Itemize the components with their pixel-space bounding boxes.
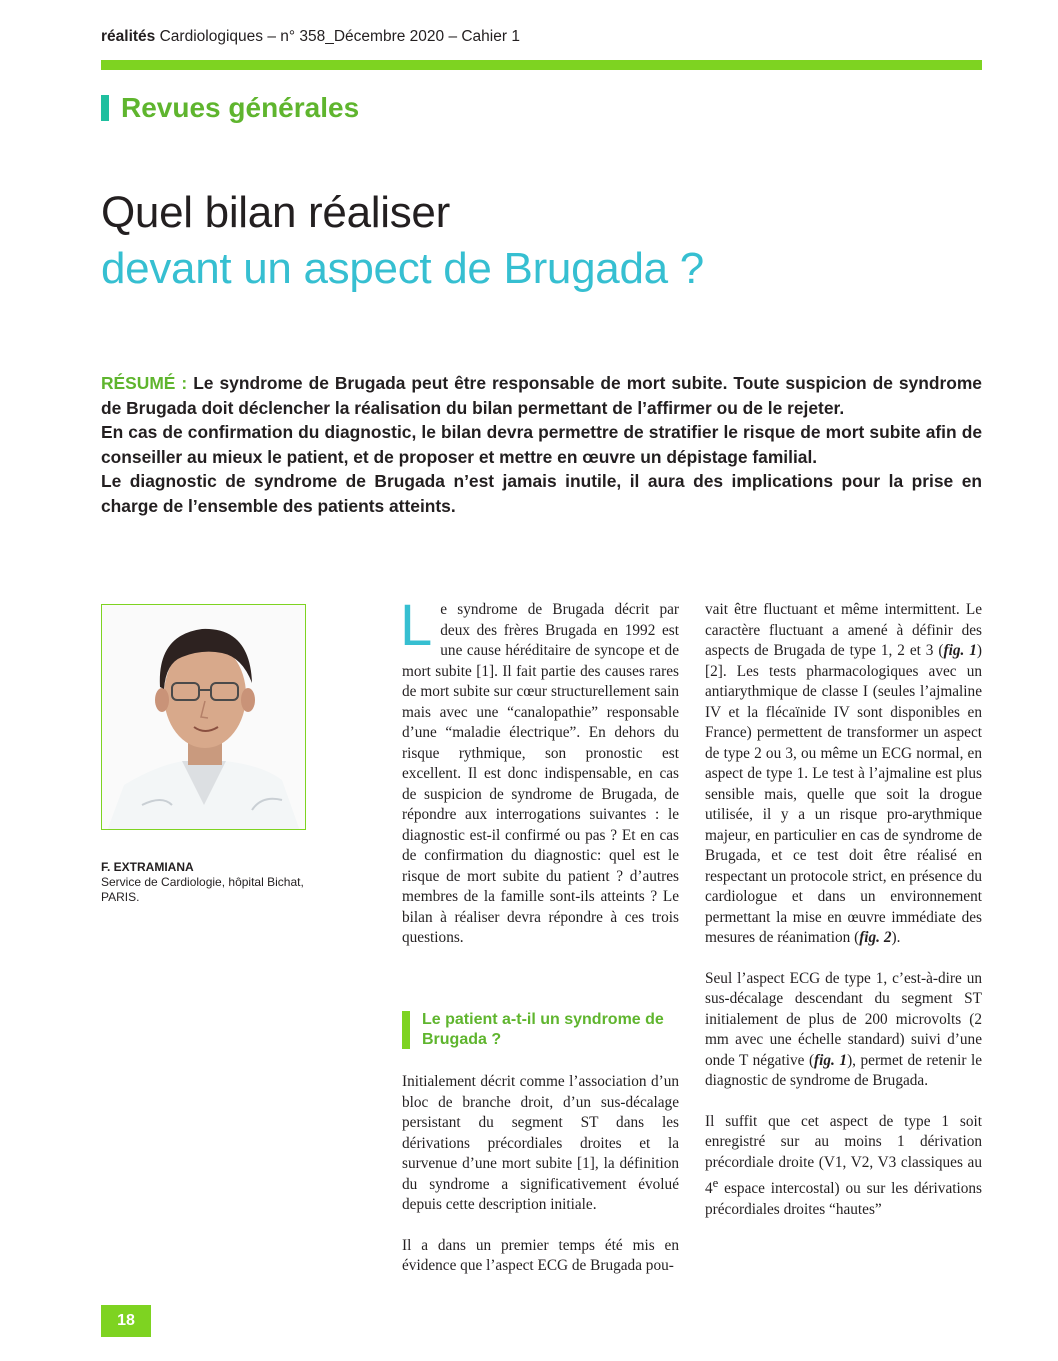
fig1-ref: fig. 1 xyxy=(943,642,977,659)
abstract-text-1: Le syndrome de Brugada peut être responsable de mort subite. Toute suspicion de syndrome de Brugada doit déclencher la réalisation du bilan permettant de l’affirmer ou de le rejeter. xyxy=(101,373,982,418)
paragraph-fluctuant xyxy=(705,600,982,949)
paragraph-suffit xyxy=(705,1112,982,1221)
subhead-marker xyxy=(402,1011,410,1049)
paragraph-first-time: Il a dans un premier temps été mis en évidence que l’aspect ECG de Brugada pou- xyxy=(402,1236,679,1274)
article-title-line2: devant un aspect de Brugada ? xyxy=(101,244,704,293)
body-column-2 xyxy=(705,600,982,1220)
dropcap: L xyxy=(400,593,433,658)
body-column-1 xyxy=(400,593,679,949)
author-affiliation-line2: PARIS. xyxy=(101,890,140,904)
journal-issue: Cardiologiques – n° 358_Décembre 2020 – Cahier 1 xyxy=(159,28,520,45)
text-fluctuant-a: vait être fluctuant et même intermittent. Le caractère fluctuant a amené à définir des aspects de Brugada de type 1, 2 et 3 ( xyxy=(705,601,982,659)
text-fluctuant-b: ) [2]. Les tests pharmacologiques avec un antiarythmique de classe I (seules l’ajmaline IV et la flécaïnide IV sont disponibles en France) permettent de transformer un aspect de type 2 ou 3, ou même un ECG normal, en aspect de type 1. Le test à l’ajmaline est plus sensible mais, quelle que soit la drogue utilisée, il y a un risque pro-arythmique majeur, en particulier en cas de syndrome de Brugada, et ce test doit être réalisé en respectant un protocole strict, en présence du cardiologue et dans un environnement permettant la mise en œuvre immédiate des mesures de réanimation ( xyxy=(705,642,982,946)
intro-paragraph xyxy=(400,593,679,949)
page-number: 18 xyxy=(101,1305,151,1337)
text-suffit-b: espace intercostal) ou sur les dérivations précordiales droites “hautes” xyxy=(705,1180,982,1218)
header-rule xyxy=(101,60,982,70)
author-affiliation-line1: Service de Cardiologie, hôpital Bichat, xyxy=(101,875,304,889)
author-affiliation xyxy=(101,875,331,905)
section-label: Revues générales xyxy=(121,92,360,123)
abstract-label: RÉSUMÉ : xyxy=(101,373,188,393)
section-marker xyxy=(101,95,109,121)
intro-text: e syndrome de Brugada décrit par deux des frères Brugada en 1992 est une cause héréditaire de syncope et de mort subite [1]. Il fait partie des causes rares de mort subite sur cœur structurellement sain mais avec une “canalopathie” responsable d’une “maladie électrique”. En dehors du risque rythmique, son pronostic est excellent. Il est donc indispensable, en cas de suspicion de syndrome de Brugada, de répondre aux interrogations suivantes : le diagnostic est-il confirmé ou pas ? Et en cas de confirmation du diagnostic: quel est le risque de mort subite du patient ? d’autres membres de la famille sont-ils atteints ? Le bilan à réaliser devra répondre à ces trois questions. xyxy=(402,601,679,946)
text-suffit-a: Il suffit que cet aspect de type 1 soit enregistré sur au moins 1 dérivation précordiale droite (V1, V2, V3 classiques au 4 xyxy=(705,1112,982,1198)
abstract-paragraph-3: Le diagnostic de syndrome de Brugada n’est jamais inutile, il aura des implications pour la prise en charge de l’ensemble des patients atteints. xyxy=(101,471,982,516)
journal-brand: réalités xyxy=(101,28,156,45)
text-fluctuant-c: ). xyxy=(891,929,901,946)
section-tag xyxy=(101,90,359,126)
paragraph-initial: Initialement décrit comme l’association d’un bloc de branche droit, d’un sus-décalage persistant du segment ST dans les dérivations précordiales droites et la survenue d’une mort subite [1], la définition du syndrome a significativement évolué depuis cette description initiale. xyxy=(402,1073,679,1213)
author-photo xyxy=(101,604,306,830)
fig1-ref-2: fig. 1 xyxy=(814,1051,848,1069)
paragraph-type1 xyxy=(705,969,982,1092)
journal-header xyxy=(101,28,520,46)
abstract-paragraph-1 xyxy=(101,371,982,420)
subhead xyxy=(402,1010,679,1050)
body-column-1-lower xyxy=(402,1072,679,1277)
author-name: F. EXTRAMIANA xyxy=(101,860,194,874)
text-type1-b: ), permet de retenir le diagnostic de syndrome de Brugada. xyxy=(705,1051,982,1089)
article-title-line1: Quel bilan réaliser xyxy=(101,188,450,237)
text-type1-a: Seul l’aspect ECG de type 1, c’est-à-dire un sus-décalage descendant du segment ST initialement de plus de 200 microvolts (2 mm avec une échelle standard) suivi d’une onde T négative ( xyxy=(705,969,982,1069)
subhead-title: Le patient a-t-il un syndrome de Brugada ? xyxy=(422,1011,664,1048)
superscript-e: e xyxy=(712,1176,719,1190)
abstract xyxy=(101,371,982,518)
fig2-ref: fig. 2 xyxy=(859,929,892,946)
abstract-paragraph-2: En cas de confirmation du diagnostic, le bilan devra permettre de stratifier le risque de mort subite afin de conseiller au mieux le patient, et de proposer et mettre en œuvre un dépistage familial. xyxy=(101,422,982,467)
